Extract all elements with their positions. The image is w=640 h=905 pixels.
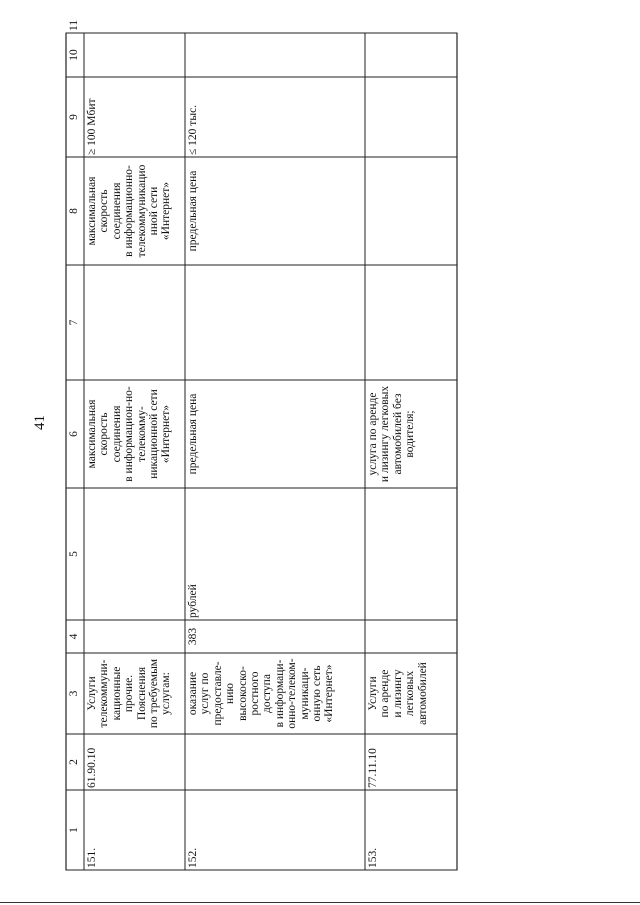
row-153-c6-text: услуга по аренде и лизингу легковых автомобилей без водителя;	[367, 385, 417, 483]
row-151-name-text: Услуги телекоммуни- кационные прочие. Пояснения по требуемым услугам:	[86, 658, 173, 729]
row-151-num-text: 151.	[86, 847, 98, 868]
column-number-3-text: 3	[68, 690, 80, 697]
row-152-c6-text: предельная цена	[187, 393, 199, 475]
row-153-num-text: 153.	[367, 847, 379, 868]
row-151-c6-text: максимальная скорость соединения в информацион-но- телекомму- никационной сети «Интернет»	[86, 386, 173, 482]
page-number: 41	[32, 415, 48, 430]
row-151-c9-text: ≥ 100 Мбит	[86, 98, 98, 155]
column-number-7-text: 7	[68, 319, 80, 326]
bottom-rule	[0, 902, 640, 903]
column-number-1-text: 1	[68, 827, 80, 833]
column-number-8-text: 8	[68, 208, 80, 214]
row-152-c4-text: 383	[187, 627, 199, 646]
row-151-code-text: 61.90.10	[86, 747, 98, 788]
column-number-11-text: 11	[68, 19, 80, 31]
row-152-c9-text: ≤ 120 тыс.	[187, 104, 199, 155]
column-number-5-text: 5	[68, 551, 80, 557]
column-number-2-text: 2	[68, 759, 80, 765]
row-152-c8-text: предельная цена	[187, 170, 199, 252]
row-152-num-text: 152.	[187, 847, 199, 868]
row-153-code-text: 77.11.10	[367, 748, 379, 788]
row-151-c8-text: максимальная скорость соединения в информационно- телекоммуникацио нной сети «Интернет»	[86, 164, 173, 258]
column-number-6-text: 6	[68, 431, 80, 437]
column-number-4-text: 4	[68, 633, 80, 640]
row-152-c5-text: рублей	[187, 584, 199, 618]
row-152-name-text: оказание услуг по предоставле- нию высокоско- ростного доступа в информаци- онно-телеком- муникаци- онную сеть «Интернет»	[187, 658, 336, 729]
row-153-name-text: Услуги по аренде и лизингу легковых автомобилей	[367, 662, 429, 725]
column-number-9-text: 9	[68, 114, 80, 120]
column-number-10-text: 10	[68, 49, 80, 61]
